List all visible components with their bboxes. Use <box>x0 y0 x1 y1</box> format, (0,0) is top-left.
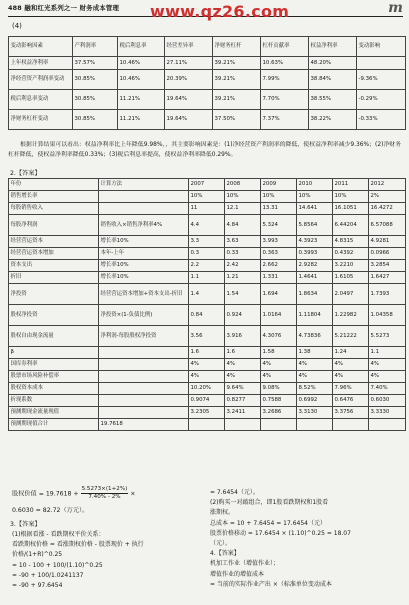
factor-analysis-table <box>8 36 406 130</box>
table1-cell: 10.46% <box>118 70 165 90</box>
table2-cell: 1.6 <box>189 347 225 359</box>
table2-cell: 预测期现金流量现值 <box>9 407 99 419</box>
table2-cell: 净投资×(1-负债比例) <box>99 305 189 326</box>
table2-cell: 7.40% <box>369 383 406 395</box>
equity-formula-fraction <box>81 486 129 501</box>
table2-cell: 0.6992 <box>297 395 333 407</box>
table1-cell: 7.37% <box>261 110 309 130</box>
table1-cell: 19.64% <box>165 90 213 110</box>
table2-cell: 3.63 <box>225 236 261 248</box>
table2-cell: 0.84 <box>189 305 225 326</box>
table2-cell: 1.11804 <box>297 305 333 326</box>
table2-row <box>9 272 406 284</box>
table2-cell: 1.0164 <box>261 305 297 326</box>
table2-cell: 0.9074 <box>189 395 225 407</box>
table2-cell: 3.3756 <box>333 407 369 419</box>
table2-cell: 1.4641 <box>297 272 333 284</box>
solution-line: (2)购买一对敲组合，即1股看跌期权和1股看 <box>210 499 329 507</box>
table1-cell: 38.22% <box>309 110 357 130</box>
table2-row <box>9 284 406 305</box>
table2-cell: 每股净利润 <box>9 215 99 236</box>
table1-cell: 20.39% <box>165 70 213 90</box>
table2-cell: 10% <box>261 191 297 203</box>
table2-cell: 4% <box>225 371 261 383</box>
table2-cell: 4.4 <box>189 215 225 236</box>
solution-line: = 7.6454（元）。 <box>210 489 259 496</box>
table2-row <box>9 260 406 272</box>
table2-cell: 经营营运资本 <box>9 236 99 248</box>
solution-line: = -90 + 100/1.0241137 <box>12 571 84 579</box>
table2-cell <box>297 419 333 431</box>
table2-cell: 0.0966 <box>369 248 406 260</box>
table2-cell: 0.363 <box>261 248 297 260</box>
table2-cell: 净投资 <box>9 284 99 305</box>
table1-baseline-row <box>9 57 406 70</box>
section-3-label: 3.【答案】 <box>10 521 41 528</box>
solution-line: 增值作业的增值成本 <box>210 570 265 578</box>
table2-cell: 19.7618 <box>99 419 189 431</box>
table2-cell: 2.9282 <box>297 260 333 272</box>
table2-cell <box>99 371 189 383</box>
table2-cell: 4% <box>261 371 297 383</box>
table2-cell: 3.993 <box>261 236 297 248</box>
table2-cell <box>261 419 297 431</box>
table2-row <box>9 347 406 359</box>
table2-header-cell: 2012 <box>369 179 406 191</box>
table2-cell: 10% <box>225 191 261 203</box>
table2-cell: 0.924 <box>225 305 261 326</box>
table2-cell: 16.4272 <box>369 203 406 215</box>
table2-cell: 4.3076 <box>261 326 297 347</box>
table2-cell: 11 <box>189 203 225 215</box>
table2-cell: 销售增长率 <box>9 191 99 203</box>
table2-header-cell: 计算方法 <box>99 179 189 191</box>
table2-cell: 3.2305 <box>189 407 225 419</box>
table2-cell <box>99 383 189 395</box>
table2-cell: 2.0497 <box>333 284 369 305</box>
table2-cell: 股权净投资 <box>9 305 99 326</box>
table2-cell: 1.21 <box>225 272 261 284</box>
table1-header-cell: 权益净利率 <box>309 37 357 57</box>
solution-line: 涨期权。 <box>210 509 235 517</box>
table2-cell: 0.33 <box>225 248 261 260</box>
table2-cell <box>99 359 189 371</box>
table2-cell: 3.3330 <box>369 407 406 419</box>
series-logo: m <box>388 0 403 16</box>
table2-cell <box>99 407 189 419</box>
table2-cell: 折现系数 <box>9 395 99 407</box>
table2-cell: 1.6105 <box>333 272 369 284</box>
table2-cell: 5.21222 <box>333 326 369 347</box>
table1-cell: 7.99% <box>261 70 309 90</box>
solution-line: 股票价格移动 = 17.6454 × (1.10)^0.25 = 18.07 <box>210 529 351 537</box>
table2-header-cell: 2010 <box>297 179 333 191</box>
table1-cell: 30.85% <box>73 70 118 90</box>
table2-cell: 3.56 <box>189 326 225 347</box>
analysis-paragraph: 根据计算结果可以看出：权益净利率比上年降低9.98%，，其主要影响因素是：(1)净经营资产利润率的降低，使权益净利率减少9.36%；(2)净财务杠杆降低，使权益净利率降低0.33%；(3)税后利息率提高，使权益净利率降低0.29%。 <box>8 142 402 159</box>
table1-cell: 税后利息率变动 <box>9 90 73 110</box>
straddle-and-activity-steps <box>210 488 406 590</box>
table2-cell: 5.324 <box>261 215 297 236</box>
solution-line: 机加工作业（增值作业）； <box>210 560 280 568</box>
table2-cell: 4.3923 <box>297 236 333 248</box>
table2-cell: 股票市场风险补偿率 <box>9 371 99 383</box>
table1-cell: -9.36% <box>357 70 406 90</box>
table2-cell: 4.84 <box>225 215 261 236</box>
table2-cell: 0.6030 <box>369 395 406 407</box>
equity-formula-prefix: 股权价值 = 19.7618 + <box>12 490 79 498</box>
table2-cell: 4% <box>333 371 369 383</box>
table2-cell: 净利润-每股股权净投资 <box>99 326 189 347</box>
table2-cell: 4% <box>261 359 297 371</box>
table2-cell: 0.3993 <box>297 248 333 260</box>
table2-cell: 3.916 <box>225 326 261 347</box>
table2-cell: 0.8277 <box>225 395 261 407</box>
table2-cell: 10% <box>297 191 333 203</box>
table2-cell: 1.8634 <box>297 284 333 305</box>
table2-cell: 增长率10% <box>99 272 189 284</box>
table2-cell: 1.4 <box>189 284 225 305</box>
table2-cell: 0.3 <box>189 248 225 260</box>
table2-cell: 3.3130 <box>297 407 333 419</box>
table2-cell: 折旧 <box>9 272 99 284</box>
table2-cell: 3.2411 <box>225 407 261 419</box>
table2-cell: 国库券利率 <box>9 359 99 371</box>
solution-line: 价格/(1+R)^0.25 <box>12 551 63 559</box>
table2-cell: 资本支出 <box>9 260 99 272</box>
table1-cell: 19.64% <box>165 110 213 130</box>
table1-cell: 上年权益净利率 <box>9 57 73 70</box>
table2-cell <box>189 419 225 431</box>
table2-cell: 1.1 <box>189 272 225 284</box>
table2-row <box>9 326 406 347</box>
section-2-label: 2.【答案】 <box>10 170 41 177</box>
site-watermark: www.qz26.com <box>150 2 290 21</box>
table2-row <box>9 395 406 407</box>
table2-cell: 1.04358 <box>369 305 406 326</box>
table2-cell: 4.9281 <box>369 236 406 248</box>
table2-cell: 本年-上年 <box>99 248 189 260</box>
solution-line: = 当前的实际作业产出 ×（标准单位变动成本 <box>210 580 332 588</box>
table2-header-cell: 2007 <box>189 179 225 191</box>
table2-cell: 7.96% <box>333 383 369 395</box>
table1-cell: 30.85% <box>73 110 118 130</box>
table2-cell: 4.73836 <box>297 326 333 347</box>
table2-cell: 0.4392 <box>333 248 369 260</box>
table2-cell: 4% <box>297 359 333 371</box>
table2-cell: 6.57088 <box>369 215 406 236</box>
table2-cell: 4% <box>297 371 333 383</box>
table2-cell: 4% <box>189 371 225 383</box>
page-header-info: 488 融和红光系列之一 财务成本管理 <box>8 4 120 12</box>
table2-cell: 经营营运资本增加 <box>9 248 99 260</box>
table1-cell: 净财务杠杆变动 <box>9 110 73 130</box>
table2-row <box>9 191 406 203</box>
table1-row <box>9 110 406 130</box>
table2-row <box>9 407 406 419</box>
table1-cell: 48.20% <box>309 57 357 70</box>
table1-cell: 27.11% <box>165 57 213 70</box>
table2-row <box>9 203 406 215</box>
table2-row <box>9 383 406 395</box>
equity-formula-times: × <box>130 490 136 498</box>
table2-cell: 4% <box>225 359 261 371</box>
table1-cell: 30.85% <box>73 90 118 110</box>
table2-cell <box>225 419 261 431</box>
table2-row <box>9 359 406 371</box>
fraction-denominator: 7.40% - 2% <box>88 494 121 500</box>
table1-cell: 净经营资产利润率变动 <box>9 70 73 90</box>
table2-cell <box>333 419 369 431</box>
table2-header-cell: 2008 <box>225 179 261 191</box>
table1-row <box>9 90 406 110</box>
table2-row <box>9 236 406 248</box>
table1-cell: 38.55% <box>309 90 357 110</box>
table2-cell <box>369 419 406 431</box>
table1-cell: 39.21% <box>213 70 261 90</box>
table2-header-cell: 2011 <box>333 179 369 191</box>
table2-cell: 4.8315 <box>333 236 369 248</box>
equity-valuation-table <box>8 178 406 431</box>
table1-cell: 7.70% <box>261 90 309 110</box>
table2-cell: 16.1051 <box>333 203 369 215</box>
solution-line: 总成本 = 10 + 7.6454 = 17.6454（元） <box>210 519 326 527</box>
table2-cell: 1.694 <box>261 284 297 305</box>
table2-header-row <box>9 179 406 191</box>
table2-cell: 增长率10% <box>99 260 189 272</box>
table2-cell: 9.64% <box>225 383 261 395</box>
table2-row <box>9 215 406 236</box>
table2-cell: 增长率10% <box>99 236 189 248</box>
table2-cell: 1.58 <box>261 347 297 359</box>
table2-cell: 3.2210 <box>333 260 369 272</box>
table2-cell <box>99 203 189 215</box>
table2-cell: 4% <box>189 359 225 371</box>
table2-cell: 5.5273 <box>369 326 406 347</box>
table2-row <box>9 419 406 431</box>
table2-cell: 1.6 <box>225 347 261 359</box>
table1-cell: 37.50% <box>213 110 261 130</box>
table1-header-row <box>9 37 406 57</box>
table1-cell: 39.21% <box>213 57 261 70</box>
table2-cell: 0.6476 <box>333 395 369 407</box>
table2-cell: 4% <box>333 359 369 371</box>
table2-cell: 12.1 <box>225 203 261 215</box>
table2-cell: 10% <box>189 191 225 203</box>
table1-cell: -0.33% <box>357 110 406 130</box>
solution-line: 看跌期权价格 = 看涨期权价格 - 股票现价 + 执行 <box>12 541 144 549</box>
table2-cell: 1.331 <box>261 272 297 284</box>
table2-cell: 2% <box>369 191 406 203</box>
table1-row <box>9 70 406 90</box>
table2-cell: 1.22982 <box>333 305 369 326</box>
table1-cell: 11.21% <box>118 110 165 130</box>
table2-cell <box>99 395 189 407</box>
table2-cell: 1.6427 <box>369 272 406 284</box>
table1-cell: 10.63% <box>261 57 309 70</box>
table1-cell: 38.84% <box>309 70 357 90</box>
table1-header-cell: 杠杆贡献率 <box>261 37 309 57</box>
table2-cell: β <box>9 347 99 359</box>
table2-cell: 13.31 <box>261 203 297 215</box>
table2-cell: 2.662 <box>261 260 297 272</box>
question-4-label: (4) <box>12 22 22 30</box>
table2-cell: 4% <box>369 371 406 383</box>
solution-line: = -90 + 97.6454 <box>12 582 63 590</box>
table1-cell: -0.29% <box>357 90 406 110</box>
solution-line: (1)根据看涨 - 看跌期权平价关系： <box>12 531 105 538</box>
solution-line: （元）。 <box>210 540 232 548</box>
table2-cell: 预测期现值合计 <box>9 419 99 431</box>
table2-row <box>9 248 406 260</box>
table2-cell: 10% <box>333 191 369 203</box>
table2-cell: 8.52% <box>297 383 333 395</box>
table2-cell <box>99 347 189 359</box>
table2-cell: 销售收入×销售净利率4% <box>99 215 189 236</box>
table2-cell: 1.38 <box>297 347 333 359</box>
table2-cell: 股权自由现金流量 <box>9 326 99 347</box>
table2-cell: 14.641 <box>297 203 333 215</box>
table2-row <box>9 305 406 326</box>
table1-cell: 10.46% <box>118 57 165 70</box>
table1-cell: 37.57% <box>73 57 118 70</box>
equity-value-result: 0.6030 = 82.72（万元）。 <box>12 507 89 514</box>
table2-cell: 10.20% <box>189 383 225 395</box>
table2-cell: 每股销售收入 <box>9 203 99 215</box>
table1-cell: 39.21% <box>213 90 261 110</box>
table2-cell: 3.2854 <box>369 260 406 272</box>
table2-header-cell: 年份 <box>9 179 99 191</box>
solution-line: = 10 - 100 + 100/(1.10)^0.25 <box>12 561 103 569</box>
table2-cell: 3.2686 <box>261 407 297 419</box>
table2-cell: 2.42 <box>225 260 261 272</box>
table1-cell <box>357 57 406 70</box>
table2-cell: 股权资本成本 <box>9 383 99 395</box>
table1-header-cell: 税后利息率 <box>118 37 165 57</box>
table1-header-cell: 经营差异率 <box>165 37 213 57</box>
put-call-parity-steps <box>12 530 202 591</box>
table2-cell: 5.8564 <box>297 215 333 236</box>
table1-header-cell: 净财务杠杆 <box>213 37 261 57</box>
table2-header-cell: 2009 <box>261 179 297 191</box>
table2-cell: 1.7393 <box>369 284 406 305</box>
table1-header-cell: 产利润率 <box>73 37 118 57</box>
table2-cell: 6.44204 <box>333 215 369 236</box>
solution-line: 4.【答案】 <box>210 550 240 558</box>
table2-cell: 3.3 <box>189 236 225 248</box>
table2-cell: 2.2 <box>189 260 225 272</box>
table2-cell: 1.24 <box>333 347 369 359</box>
table2-cell: 4% <box>369 359 406 371</box>
table1-header-cell: 变动影响因素 <box>9 37 73 57</box>
equity-value-formula <box>12 486 135 501</box>
table1-header-cell: 变动影响 <box>357 37 406 57</box>
table2-cell: 1.1 <box>369 347 406 359</box>
fraction-numerator: 5.5273×(1+2%) <box>81 486 128 492</box>
table2-cell: 1.54 <box>225 284 261 305</box>
table2-row <box>9 371 406 383</box>
table2-cell: 经营营运资本增加+资本支出-折旧 <box>99 284 189 305</box>
table2-cell: 9.08% <box>261 383 297 395</box>
table2-cell <box>99 191 189 203</box>
table2-cell: 0.7588 <box>261 395 297 407</box>
table1-cell: 11.21% <box>118 90 165 110</box>
